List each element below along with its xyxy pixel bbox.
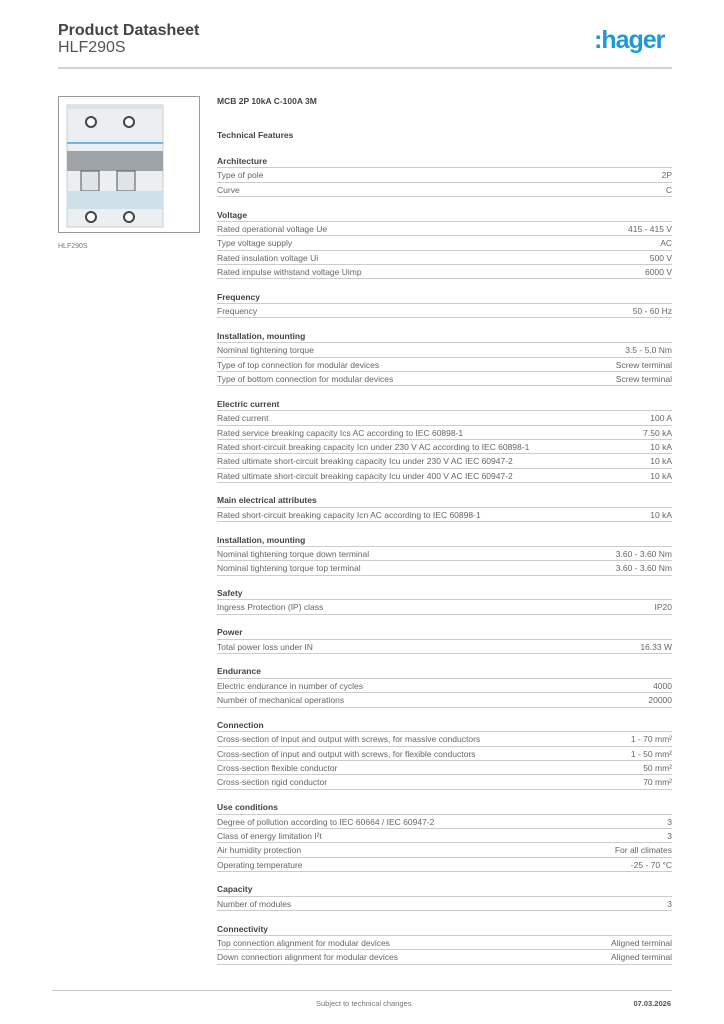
spec-row — [217, 440, 672, 454]
product-name: MCB 2P 10kA C-100A 3M — [217, 96, 317, 106]
spec-label: Nominal tightening torque — [217, 345, 314, 356]
section-title: Electric current — [217, 397, 672, 411]
spec-value: 3.60 - 3.60 Nm — [615, 548, 672, 559]
section-title: Capacity — [217, 882, 672, 896]
spec-value: Aligned terminal — [611, 937, 672, 948]
section-title: Installation, mounting — [217, 533, 672, 547]
spec-section — [217, 718, 672, 790]
spec-label: Number of modules — [217, 898, 292, 909]
spec-label: Rated insulation voltage Ui — [217, 252, 319, 263]
section-title: Safety — [217, 586, 672, 600]
spec-value: -25 - 70 °C — [630, 859, 672, 870]
spec-label: Rated short-circuit breaking capacity Icn AC according to IEC 60898-1 — [217, 509, 481, 520]
spec-section — [217, 882, 672, 911]
spec-value: 50 - 60 Hz — [632, 306, 672, 317]
spec-label: Nominal tightening torque top terminal — [217, 563, 361, 574]
spec-value: C — [665, 184, 672, 195]
spec-row — [217, 829, 672, 843]
spec-section — [217, 329, 672, 386]
section-title: Use conditions — [217, 800, 672, 814]
spec-label: Type of bottom connection for modular devices — [217, 373, 394, 384]
spec-sections — [217, 154, 672, 975]
spec-value: 3 — [667, 830, 672, 841]
spec-label: Electric endurance in number of cycles — [217, 680, 363, 691]
spec-value: 10 kA — [650, 470, 672, 481]
section-title: Frequency — [217, 290, 672, 304]
spec-value: Screw terminal — [615, 359, 672, 370]
spec-row — [217, 858, 672, 872]
spec-label: Cross-section rigid conductor — [217, 777, 328, 788]
spec-value: AC — [660, 238, 672, 249]
spec-section — [217, 800, 672, 872]
image-caption: HLF290S — [58, 243, 88, 250]
spec-section — [217, 586, 672, 615]
spec-label: Rated current — [217, 413, 269, 424]
spec-row — [217, 358, 672, 372]
spec-row — [217, 936, 672, 950]
spec-value: 1 - 50 mm² — [630, 748, 672, 759]
spec-row — [217, 640, 672, 654]
footer-date: 07.03.2026 — [633, 999, 671, 1008]
spec-value: IP20 — [654, 602, 672, 613]
spec-row — [217, 761, 672, 775]
spec-row — [217, 679, 672, 693]
spec-row — [217, 693, 672, 707]
spec-row — [217, 265, 672, 279]
section-title: Installation, mounting — [217, 329, 672, 343]
spec-value: 3.60 - 3.60 Nm — [615, 563, 672, 574]
spec-value: 20000 — [648, 695, 672, 706]
spec-row — [217, 183, 672, 197]
spec-row — [217, 775, 672, 789]
spec-label: Total power loss under IN — [217, 641, 313, 652]
spec-value: 415 - 415 V — [628, 223, 672, 234]
spec-value: 3 — [667, 816, 672, 827]
spec-row — [217, 411, 672, 425]
section-title: Connectivity — [217, 922, 672, 936]
spec-label: Cross-section of input and output with screws, for flexible conductors — [217, 748, 476, 759]
spec-row — [217, 251, 672, 265]
spec-value: 500 V — [649, 252, 672, 263]
spec-label: Type of pole — [217, 170, 264, 181]
spec-row — [217, 508, 672, 522]
spec-section — [217, 290, 672, 319]
spec-section — [217, 625, 672, 654]
footer-divider — [52, 990, 672, 991]
spec-value: 1 - 70 mm² — [630, 734, 672, 745]
document-title: Product Datasheet — [58, 22, 200, 39]
spec-value: 70 mm² — [643, 777, 672, 788]
spec-value: 10 kA — [650, 441, 672, 452]
product-image — [58, 96, 200, 233]
spec-row — [217, 897, 672, 911]
spec-row — [217, 236, 672, 250]
spec-section — [217, 493, 672, 522]
spec-value: 7.50 kA — [643, 427, 672, 438]
spec-row — [217, 304, 672, 318]
spec-value: 50 mm² — [643, 763, 672, 774]
spec-value: 2P — [661, 170, 672, 181]
spec-row — [217, 732, 672, 746]
section-title: Main electrical attributes — [217, 493, 672, 507]
spec-label: Curve — [217, 184, 240, 195]
spec-label: Top connection alignment for modular devices — [217, 937, 390, 948]
spec-label: Rated impulse withstand voltage Uimp — [217, 266, 362, 277]
spec-label: Class of energy limitation I²t — [217, 830, 322, 841]
spec-value: 3 — [667, 898, 672, 909]
spec-value: 4000 — [653, 680, 672, 691]
hager-logo: :hager — [594, 26, 665, 54]
spec-section — [217, 154, 672, 197]
spec-row — [217, 454, 672, 468]
header-divider — [58, 67, 672, 69]
spec-value: Screw terminal — [615, 373, 672, 384]
spec-section — [217, 922, 672, 965]
spec-section — [217, 397, 672, 483]
spec-label: Degree of pollution according to IEC 60664 / IEC 60947-2 — [217, 816, 435, 827]
spec-label: Operating temperature — [217, 859, 303, 870]
spec-section — [217, 208, 672, 280]
spec-label: Type voltage supply — [217, 238, 293, 249]
spec-value: 16.33 W — [640, 641, 672, 652]
spec-label: Cross-section of input and output with screws, for massive conductors — [217, 734, 481, 745]
product-reference: HLF290S — [58, 39, 126, 56]
spec-label: Cross-section flexible conductor — [217, 763, 338, 774]
spec-row — [217, 561, 672, 575]
spec-row — [217, 600, 672, 614]
spec-label: Rated ultimate short-circuit breaking capacity Icu under 230 V AC IEC 60947-2 — [217, 456, 513, 467]
spec-row — [217, 469, 672, 483]
spec-section — [217, 533, 672, 576]
spec-label: Frequency — [217, 306, 258, 317]
spec-label: Rated service breaking capacity Ics AC according to IEC 60898-1 — [217, 427, 464, 438]
spec-label: Air humidity protection — [217, 845, 302, 856]
section-title: Endurance — [217, 664, 672, 678]
spec-row — [217, 815, 672, 829]
section-title: Voltage — [217, 208, 672, 222]
spec-value: 3.5 - 5.0 Nm — [625, 345, 672, 356]
spec-value: For all climates — [614, 845, 672, 856]
spec-label: Rated ultimate short-circuit breaking capacity Icu under 400 V AC IEC 60947-2 — [217, 470, 513, 481]
spec-value: 100 A — [650, 413, 672, 424]
spec-row — [217, 372, 672, 386]
spec-row — [217, 426, 672, 440]
spec-row — [217, 343, 672, 357]
spec-label: Type of top connection for modular devices — [217, 359, 380, 370]
spec-row — [217, 168, 672, 182]
spec-section — [217, 664, 672, 707]
spec-label: Down connection alignment for modular devices — [217, 952, 398, 963]
spec-value: 10 kA — [650, 456, 672, 467]
spec-row — [217, 843, 672, 857]
spec-row — [217, 950, 672, 964]
spec-label: Nominal tightening torque down terminal — [217, 548, 370, 559]
spec-row — [217, 547, 672, 561]
footer-note: Subject to technical changes — [316, 999, 412, 1008]
spec-label: Rated operational voltage Ue — [217, 223, 328, 234]
spec-label: Ingress Protection (IP) class — [217, 602, 324, 613]
spec-label: Rated short-circuit breaking capacity Icn under 230 V AC according to IEC 60898-1 — [217, 441, 530, 452]
spec-value: Aligned terminal — [611, 952, 672, 963]
spec-value: 6000 V — [645, 266, 672, 277]
spec-label: Number of mechanical operations — [217, 695, 345, 706]
spec-row — [217, 222, 672, 236]
section-title: Architecture — [217, 154, 672, 168]
spec-value: 10 kA — [650, 509, 672, 520]
spec-row — [217, 747, 672, 761]
technical-features-heading: Technical Features — [217, 130, 294, 140]
section-title: Connection — [217, 718, 672, 732]
section-title: Power — [217, 625, 672, 639]
